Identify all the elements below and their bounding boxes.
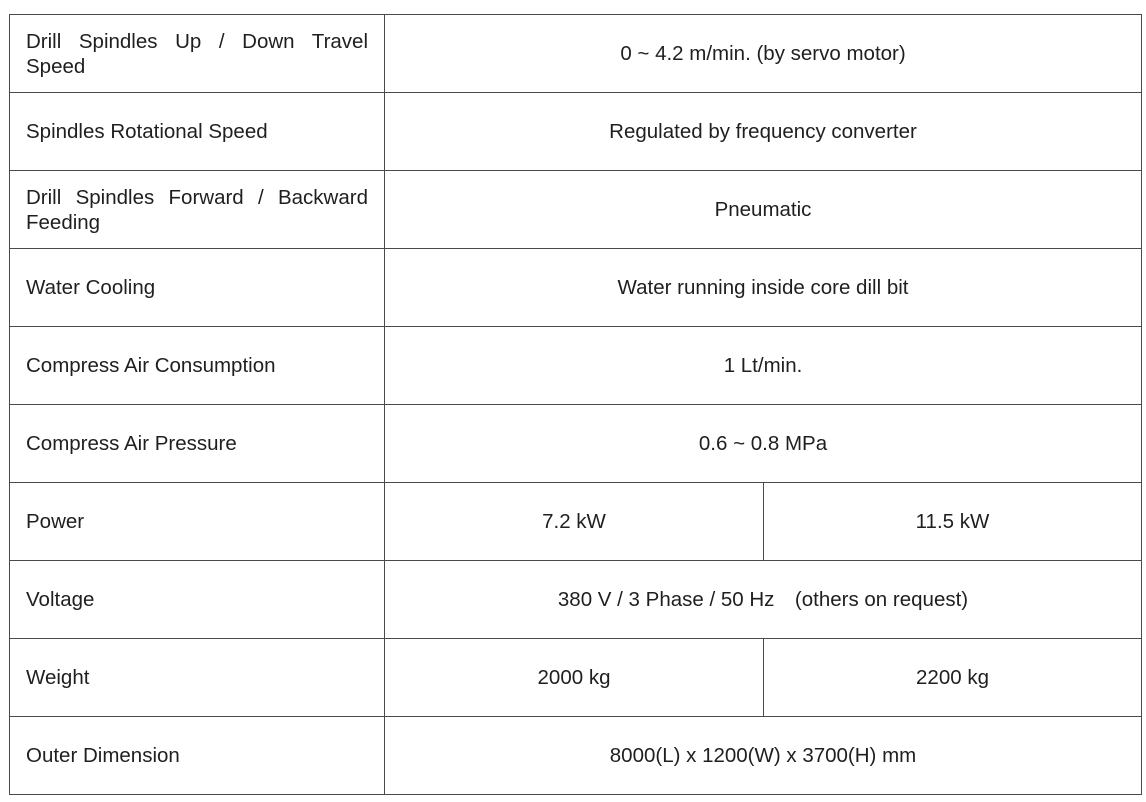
row-label: Compress Air Consumption <box>10 327 385 405</box>
row-label: Spindles Rotational Speed <box>10 93 385 171</box>
row-value: 0.6 ~ 0.8 MPa <box>385 405 1142 483</box>
row-label: Drill Spindles Forward / Backward Feeding <box>10 171 385 249</box>
row-label: Weight <box>10 639 385 717</box>
row-label: Water Cooling <box>10 249 385 327</box>
spec-table <box>9 14 1142 795</box>
row-value: Pneumatic <box>385 171 1142 249</box>
table-row-travel-speed <box>10 15 1142 93</box>
table-row-outer-dimension <box>10 717 1142 795</box>
table-row-weight <box>10 639 1142 717</box>
table-row-air-pressure <box>10 405 1142 483</box>
table-row-rotational-speed <box>10 93 1142 171</box>
row-value-model-1: 2000 kg <box>385 639 764 717</box>
table-row-power <box>10 483 1142 561</box>
row-value: Regulated by frequency converter <box>385 93 1142 171</box>
row-value-model-2: 11.5 kW <box>764 483 1142 561</box>
table-row-air-consumption <box>10 327 1142 405</box>
row-value: 380 V / 3 Phase / 50 Hz (others on request) <box>385 561 1142 639</box>
row-label: Outer Dimension <box>10 717 385 795</box>
row-value: 0 ~ 4.2 m/min. (by servo motor) <box>385 15 1142 93</box>
row-value-model-1: 7.2 kW <box>385 483 764 561</box>
table-row-feeding <box>10 171 1142 249</box>
row-label: Voltage <box>10 561 385 639</box>
row-label: Compress Air Pressure <box>10 405 385 483</box>
row-value: Water running inside core dill bit <box>385 249 1142 327</box>
row-value-model-2: 2200 kg <box>764 639 1142 717</box>
row-value: 8000(L) x 1200(W) x 3700(H) mm <box>385 717 1142 795</box>
table-row-voltage <box>10 561 1142 639</box>
row-label: Power <box>10 483 385 561</box>
row-label: Drill Spindles Up / Down Travel Speed <box>10 15 385 93</box>
row-value: 1 Lt/min. <box>385 327 1142 405</box>
table-row-water-cooling <box>10 249 1142 327</box>
